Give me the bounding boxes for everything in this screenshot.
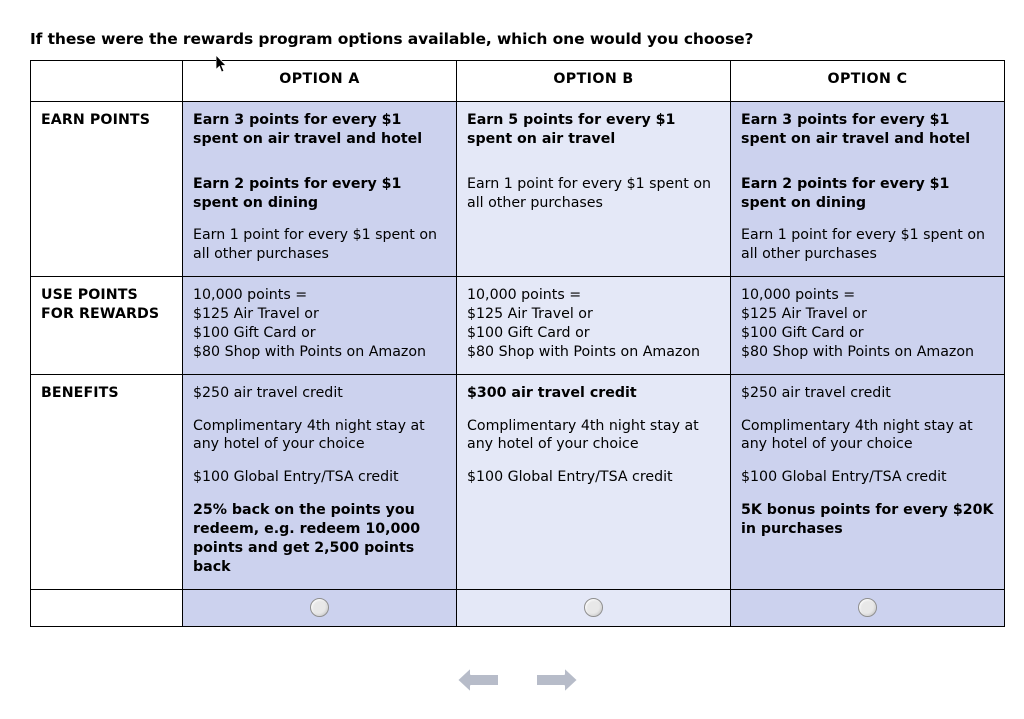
cell-benefits-option-c: [731, 374, 1005, 589]
cell-line: Earn 1 point for every $1 spent on all other purchases: [193, 227, 438, 263]
cell-line: Earn 2 points for every $1 spent on dining: [193, 175, 402, 211]
cell-line: 5K bonus points for every $20K in purchases: [741, 502, 994, 537]
radio-option-a[interactable]: [310, 598, 329, 617]
column-header-option-a: OPTION A: [183, 61, 457, 102]
cell-line: Earn 1 point for every $1 spent on all other purchases: [467, 175, 712, 211]
row-label-earn-points: EARN POINTS: [31, 101, 183, 276]
spacer: [193, 149, 446, 175]
cell-use-points-option-a: [183, 277, 457, 375]
cell-line: $80 Shop with Points on Amazon: [741, 343, 975, 360]
radio-cell-option-a[interactable]: [183, 589, 457, 626]
cell-earn-points-option-b: [457, 101, 731, 276]
cell-earn-points-option-a: [183, 101, 457, 276]
cell-line: 10,000 points =: [193, 287, 308, 304]
table-header: [31, 61, 1005, 102]
radio-option-c[interactable]: [858, 598, 877, 617]
cell-line: $125 Air Travel or: [193, 306, 319, 322]
spacer: [467, 149, 720, 175]
table-row: [31, 101, 1005, 276]
cell-line: $100 Global Entry/TSA credit: [741, 469, 947, 486]
cell-line: 10,000 points =: [741, 287, 856, 304]
cell-line: $100 Gift Card or: [741, 324, 864, 341]
cell-line: $300 air travel credit: [467, 384, 637, 401]
cell-line: Earn 1 point for every $1 spent on all other purchases: [741, 227, 986, 263]
cell-line: $250 air travel credit: [741, 384, 891, 401]
spacer: [741, 149, 994, 175]
row-label-benefits: BENEFITS: [31, 374, 183, 589]
cell-line: Earn 5 points for every $1 spent on air travel: [467, 111, 676, 147]
cell-line: $250 air travel credit: [193, 384, 343, 401]
cell-line: $80 Shop with Points on Amazon: [193, 343, 427, 360]
cell-use-points-option-b: [457, 277, 731, 375]
column-header-option-c: OPTION C: [731, 61, 1005, 102]
radio-cell-option-b[interactable]: [457, 589, 731, 626]
cell-benefits-option-a: [183, 374, 457, 589]
cell-line: $100 Global Entry/TSA credit: [467, 469, 673, 486]
cell-line: $100 Gift Card or: [193, 324, 316, 341]
next-arrow-icon[interactable]: [534, 661, 580, 703]
back-arrow-icon[interactable]: [455, 661, 501, 703]
column-header-option-b: OPTION B: [457, 61, 731, 102]
cell-line: Earn 3 points for every $1 spent on air travel and hotel: [193, 111, 423, 147]
cell-line: $80 Shop with Points on Amazon: [467, 343, 701, 360]
table-row-selection: [31, 589, 1005, 626]
cell-use-points-option-c: [731, 277, 1005, 375]
cell-line: 25% back on the points you redeem, e.g. redeem 10,000 points and get 2,500 points back: [193, 502, 421, 575]
cell-line: Complimentary 4th night stay at any hotel of your choice: [741, 417, 973, 453]
cell-line: $100 Gift Card or: [467, 324, 590, 341]
table-row: [31, 374, 1005, 589]
cell-line: Complimentary 4th night stay at any hotel of your choice: [467, 417, 699, 453]
cell-line: Complimentary 4th night stay at any hotel of your choice: [193, 417, 425, 453]
header-blank: [31, 61, 183, 102]
cell-line: Earn 2 points for every $1 spent on dining: [741, 175, 950, 211]
table-body: [31, 101, 1005, 626]
table-row: [31, 277, 1005, 375]
cell-line: $125 Air Travel or: [467, 306, 593, 322]
row-label-text: USE POINTS FOR REWARDS: [41, 287, 160, 322]
radio-cell-option-c[interactable]: [731, 589, 1005, 626]
cell-line: Earn 3 points for every $1 spent on air travel and hotel: [741, 111, 971, 147]
cell-line: $125 Air Travel or: [741, 306, 867, 322]
cell-earn-points-option-c: [731, 101, 1005, 276]
navigation-bar: [30, 661, 1005, 703]
cell-benefits-option-b: [457, 374, 731, 589]
table-header-row: [31, 61, 1005, 102]
page-title: If these were the rewards program options available, which one would you choose?: [30, 30, 754, 48]
selection-row-blank: [31, 589, 183, 626]
row-label-use-points-for-rewards: [31, 277, 183, 375]
radio-option-b[interactable]: [584, 598, 603, 617]
cell-line: 10,000 points =: [467, 287, 582, 304]
rewards-comparison-table: [30, 60, 1005, 627]
cell-line: $100 Global Entry/TSA credit: [193, 469, 399, 486]
